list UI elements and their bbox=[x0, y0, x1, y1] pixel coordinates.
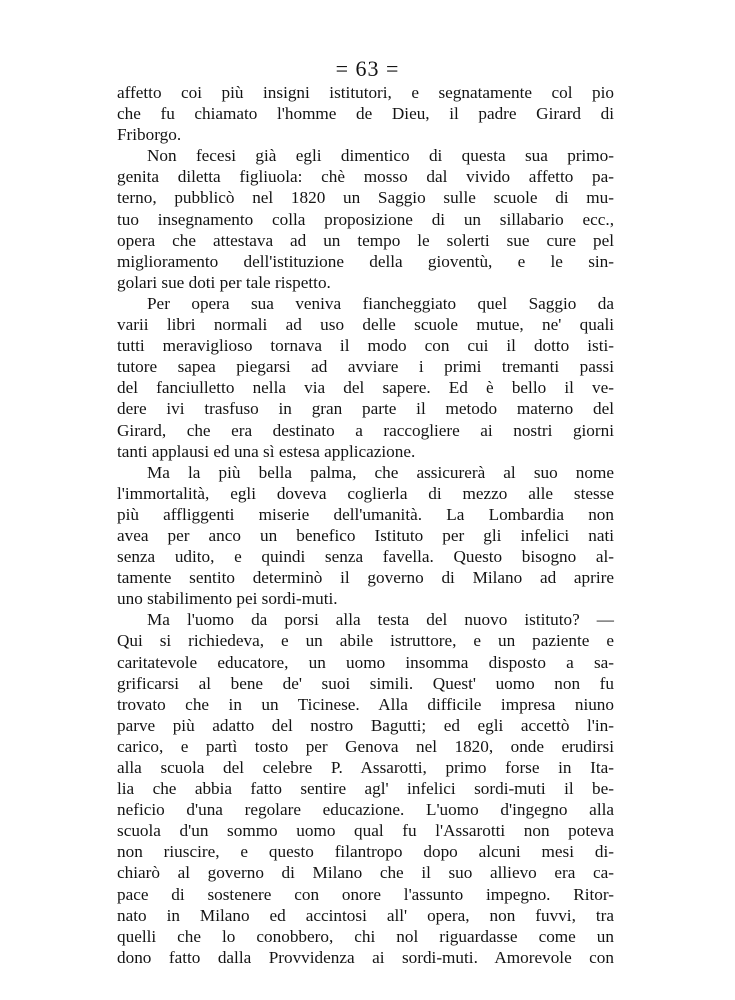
text-line: alla scuola del celebre P. Assarotti, primo forse in Ita- bbox=[117, 758, 614, 777]
text-line: Friborgo. bbox=[117, 125, 182, 145]
text-line: caritatevole educatore, un uomo insomma disposto a sa- bbox=[117, 652, 614, 672]
text-line: neficio d'una regolare educazione. L'uomo d'ingegno alla bbox=[117, 800, 614, 820]
text-line: tutore sapea piegarsi ad avviare i primi tremanti passi bbox=[117, 357, 614, 377]
text-line: tanti applausi ed una sì estesa applicazione. bbox=[117, 441, 416, 461]
text-line: chiarò al governo di Milano che il suo allievo era ca- bbox=[117, 863, 614, 883]
text-line: senza udito, e quindi senza favella. Questo bisogno al- bbox=[117, 547, 614, 567]
text-line: Non fecesi già egli dimentico di questa sua primo- bbox=[147, 146, 614, 166]
text-line: non riuscire, e questo filantropo dopo alcuni mesi di- bbox=[117, 842, 614, 862]
text-line: miglioramento dell'istituzione della gioventù, e le sin- bbox=[117, 251, 614, 271]
text-line: varii libri normali ad uso delle scuole mutue, ne' quali bbox=[117, 315, 614, 335]
text-line: carico, e partì tosto per Genova nel 1820, onde erudirsi bbox=[117, 736, 614, 756]
page-number: = 63 = bbox=[335, 56, 400, 81]
text-line: pace di sostenere con onore l'assunto impegno. Ritor- bbox=[117, 884, 614, 904]
text-line: golari sue doti per tale rispetto. bbox=[117, 272, 331, 292]
text-line: tamente sentito determinò il governo di Milano ad aprire bbox=[117, 568, 614, 588]
text-line: scuola d'un sommo uomo qual fu l'Assarotti non poteva bbox=[117, 821, 614, 841]
text-line: Ma l'uomo da porsi alla testa del nuovo istituto? — bbox=[147, 610, 614, 630]
text-line: genita diletta figliuola: chè mosso dal vivido affetto pa- bbox=[117, 167, 614, 187]
text-line: nato in Milano ed accintosi all' opera, non fuvvi, tra bbox=[117, 905, 614, 925]
text-line: dono fatto dalla Provvidenza ai sordi-muti. Amorevole con bbox=[117, 947, 614, 967]
text-line: tuo insegnamento colla proposizione di un sillabario ecc., bbox=[117, 209, 614, 229]
text-line: più affliggenti miserie dell'umanità. La Lombardia non bbox=[117, 504, 614, 524]
text-line: affetto coi più insigni istitutori, e segnatamente col pio bbox=[117, 83, 614, 102]
text-line: lia che abbia fatto sentire agl' infelici sordi-muti il be- bbox=[117, 779, 614, 799]
text-line: grificarsi al bene de' suoi simili. Quest' uomo non fu bbox=[117, 673, 614, 693]
text-line: che fu chiamato l'homme de Dieu, il padre Girard di bbox=[117, 104, 614, 124]
text-line: uno stabilimento pei sordi-muti. bbox=[117, 589, 338, 609]
text-line: Qui si richiedeva, e un abile istruttore, e un paziente e bbox=[117, 631, 614, 651]
text-line: dere ivi trasfuso in gran parte il metodo materno del bbox=[117, 399, 614, 419]
text-line: avea per anco un benefico Istituto per gli infelici nati bbox=[117, 525, 614, 545]
text-line: Ma la più bella palma, che assicurerà al suo nome bbox=[147, 462, 614, 482]
text-line: Per opera sua veniva fiancheggiato quel Saggio da bbox=[147, 293, 614, 313]
text-line: terno, pubblicò nel 1820 un Saggio sulle scuole di mu- bbox=[117, 188, 614, 208]
text-line: trovato che in un Ticinese. Alla difficile impresa niuno bbox=[117, 694, 614, 714]
text-line: quelli che lo conobbero, chi nol riguardasse come un bbox=[117, 926, 614, 946]
body-text bbox=[117, 82, 614, 968]
text-line: parve più adatto del nostro Bagutti; ed egli accettò l'in- bbox=[117, 715, 614, 735]
text-line: opera che attestava ad un tempo le solerti sue cure pel bbox=[117, 230, 614, 250]
text-line: del fanciulletto nella via del sapere. Ed è bello il ve- bbox=[117, 378, 614, 398]
text-line: Girard, che era destinato a raccogliere ai nostri giorni bbox=[117, 420, 614, 440]
text-line: l'immortalità, egli doveva coglierla di mezzo alle stesse bbox=[117, 483, 614, 503]
text-line: tutti meraviglioso tornava il modo con cui il dotto isti- bbox=[117, 336, 614, 356]
